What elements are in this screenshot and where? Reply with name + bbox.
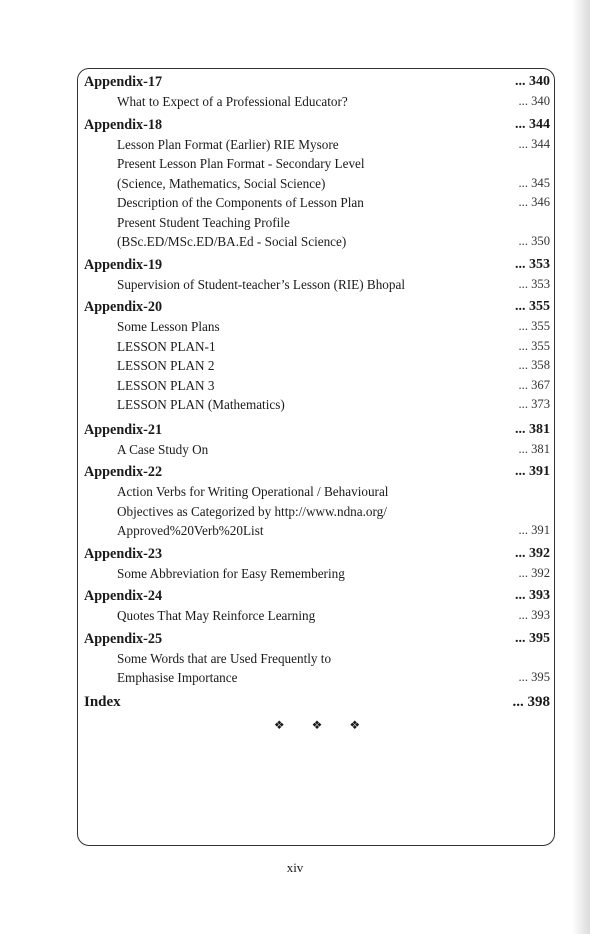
toc-entry-page: ... 355 — [518, 338, 550, 353]
toc-entry-title: Lesson Plan Format (Earlier) RIE Mysore — [117, 136, 339, 152]
toc-appendix-heading — [84, 544, 550, 564]
toc-entry-page: ... 355 — [518, 319, 550, 333]
toc-entry-page: ... 346 — [518, 195, 550, 209]
toc-entry-title: Some Words that are Used Frequently to Emphasise Importance — [117, 650, 332, 685]
toc-appendix-heading — [84, 72, 550, 92]
toc-entry-page: ... 373 — [518, 397, 550, 411]
toc-entry-title: LESSON PLAN (Mathematics) — [117, 397, 285, 412]
toc-entry-title: LESSON PLAN 3 — [117, 377, 215, 393]
toc-subentry — [84, 482, 550, 541]
toc-subentry — [84, 92, 550, 112]
toc-entry-page: ... 344 — [518, 136, 550, 151]
toc-entry-page: ... 381 — [515, 421, 550, 437]
toc-entry-title: Supervision of Student-teacher’s Lesson (RIE) Bhopal — [117, 276, 405, 292]
toc-entry-page: ... 391 — [515, 464, 550, 479]
toc-appendix-heading — [84, 115, 550, 135]
toc-entry-page: ... 353 — [515, 256, 550, 272]
toc-subentry — [84, 213, 550, 252]
toc-entry-page: ... 398 — [512, 693, 550, 710]
toc-entry-title: Some Abbreviation for Easy Remembering — [117, 565, 345, 581]
toc-entry-page: ... 340 — [515, 74, 550, 89]
toc-entry-title: Appendix-20 — [84, 299, 163, 315]
toc-appendix-heading — [84, 420, 550, 440]
toc-entry-title: Present Student Teaching Profile (BSc.ED/MSc.ED/BA.Ed - Social Science) — [117, 214, 347, 249]
toc-subentry — [84, 154, 550, 193]
toc-entry-page: ... 393 — [515, 588, 550, 603]
toc-entry-title: Index — [84, 693, 121, 710]
toc-entry-page: ... 344 — [515, 116, 550, 132]
toc-entry-title: What to Expect of a Professional Educator? — [117, 94, 348, 109]
toc-entry-page: ... 395 — [515, 630, 550, 646]
toc-appendix-heading — [84, 297, 550, 317]
toc-entry-page: ... 391 — [518, 523, 550, 537]
toc-entry-title: Appendix-24 — [84, 588, 163, 604]
toc-entry-page: ... 392 — [518, 565, 550, 580]
toc-subentry — [84, 376, 550, 396]
toc-entry-title: Appendix-19 — [84, 256, 163, 273]
ornament-divider: ❖ ❖ ❖ — [273, 717, 373, 732]
toc-entry-page: ... 392 — [515, 545, 550, 561]
toc-subentry — [84, 337, 550, 357]
toc-index-entry — [84, 692, 550, 712]
toc-appendix-heading — [84, 462, 550, 482]
toc-appendix-heading — [84, 629, 550, 649]
toc-subentry — [84, 135, 550, 155]
toc-subentry — [84, 649, 550, 688]
toc-entry-title: Appendix-21 — [84, 421, 163, 438]
toc-entry-title: Appendix-23 — [84, 545, 163, 562]
toc-entry-title: Action Verbs for Writing Operational / Behavioural Objectives as Categorized by http://www.ndna.org/ Approved%20Verb%20List — [117, 484, 389, 538]
toc-entry-page: ... 381 — [518, 441, 550, 456]
toc-entry-page: ... 393 — [518, 608, 550, 622]
toc-subentry — [84, 606, 550, 626]
toc-entry-page: ... 358 — [518, 358, 550, 372]
toc-entry-page: ... 355 — [515, 299, 550, 314]
toc-entry-title: Present Lesson Plan Format - Secondary Level (Science, Mathematics, Social Science) — [117, 156, 365, 191]
toc-entry-page: ... 395 — [518, 670, 550, 684]
toc-entry-title: Some Lesson Plans — [117, 319, 220, 334]
toc-subentry — [84, 275, 550, 295]
toc-entry-title: Appendix-25 — [84, 630, 163, 647]
toc-entry-title: LESSON PLAN-1 — [117, 338, 216, 354]
page-number: xiv — [286, 860, 304, 875]
table-of-contents — [84, 72, 550, 733]
toc-subentry — [84, 356, 550, 376]
toc-entry-page: ... 340 — [518, 94, 550, 108]
toc-entry-title: A Case Study On — [117, 441, 209, 457]
toc-entry-page: ... 345 — [518, 175, 550, 190]
toc-entry-page: ... 350 — [518, 234, 550, 248]
page-edge-shadow — [572, 0, 590, 934]
toc-entry-title: Appendix-17 — [84, 74, 163, 90]
toc-subentry — [84, 564, 550, 584]
toc-entry-page: ... 367 — [518, 377, 550, 392]
toc-entry-title: Appendix-22 — [84, 464, 163, 480]
toc-appendix-heading — [84, 586, 550, 606]
toc-entry-title: LESSON PLAN 2 — [117, 358, 215, 373]
toc-appendix-heading — [84, 255, 550, 275]
toc-subentry — [84, 317, 550, 337]
toc-entry-title: Quotes That May Reinforce Learning — [117, 608, 316, 623]
toc-subentry — [84, 193, 550, 213]
toc-entry-title: Description of the Components of Lesson Plan — [117, 195, 364, 210]
toc-entry-page: ... 353 — [518, 276, 550, 291]
toc-subentry — [84, 440, 550, 460]
toc-entry-title: Appendix-18 — [84, 116, 163, 133]
toc-subentry — [84, 395, 550, 415]
